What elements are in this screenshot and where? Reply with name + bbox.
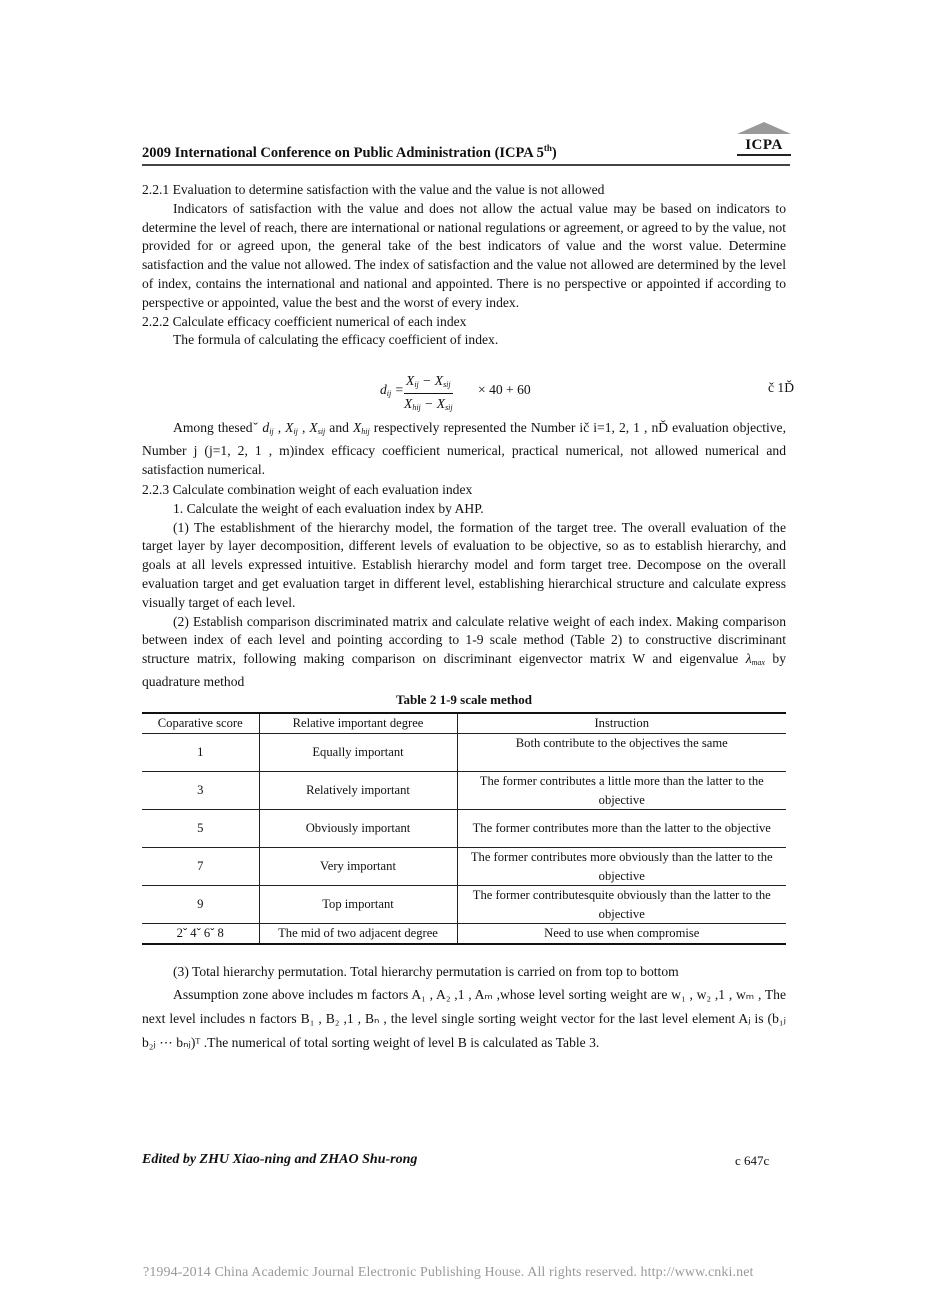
column-header: Instruction — [457, 713, 786, 734]
table-cell: 5 — [142, 810, 259, 848]
formula-1: $d_{ij}$ = $X_{ij} - X_{sij}$ $X_{hij} - X_{sij}$ × 40 + 60 — [380, 373, 531, 412]
table-cell: The former contributes a little more than the latter to the objective — [457, 772, 786, 810]
section-2-2-3: 2.2.3 Calculate combination weight of each evaluation index 1. Calculate the weight of each evaluation index by AHP. (1) The establishment of the hierarchy model, the formation of the target tree. The overall evaluation of the target layer by layer decomposition, different levels of evaluation to be objective, so as to establish hierarchy, and goals at all levels expressed intuitive. Establish hierarchy model and form target tree. Decompose on the overall evaluation target and get evaluation target in different level, establishing hierarchical structure and calculate express visually target of each level. (2) Establish comparison discriminated matrix and calculate relative weight of each index. Making comparison between index of each level and pointing according to 1-9 scale method (Table 2) to constructive discriminant structure matrix, following making comparison on discriminant eigenvector matrix W and eigenvalue $\lambda_{max}$ by quadrature method — [142, 482, 786, 689]
paragraph: The formula of calculating the efficacy coefficient of index. — [173, 332, 499, 348]
table-cell: 2ˇ 4ˇ 6ˇ 8 — [142, 924, 259, 944]
table-cell: Both contribute to the objectives the same — [457, 734, 786, 772]
section-heading: 2.2.1 Evaluation to determine satisfaction with the value and the value is not allowed — [142, 182, 605, 197]
section-heading: 2.2.3 Calculate combination weight of each evaluation index — [142, 482, 473, 497]
table-cell: Very important — [259, 848, 457, 886]
table-row — [142, 886, 786, 924]
section-total-hierarchy: (3) Total hierarchy permutation. Total hierarchy permutation is carried on from top to bottom Assumption zone above includes m factors A₁ , A₂ ,1 , Aₘ ,whose level sorting weight are w₁ , w₂ ,1 , wₘ , The next level includes n factors B₁ , B₂ ,1 , Bₙ , the level single sorting weight vector for the last level element Aⱼ is (b₁ⱼ b₂ⱼ ⋯ bₙⱼ)ᵀ .The numerical of total sorting weight of level B is calculated as Table 3. — [142, 964, 786, 1050]
equation-number: č 1Ď — [768, 380, 795, 395]
table-cell: 9 — [142, 886, 259, 924]
table-row — [142, 734, 786, 772]
table-cell: Obviously important — [259, 810, 457, 848]
column-header: Coparative score — [142, 713, 259, 734]
section-heading: 2.2.2 Calculate efficacy coefficient numerical of each index — [142, 313, 467, 329]
running-header: 2009 International Conference on Public Administration (ICPA 5th) — [142, 143, 557, 161]
table-cell: Equally important — [259, 734, 457, 772]
table-cell: Need to use when compromise — [457, 924, 786, 944]
table-cell: Relatively important — [259, 772, 457, 810]
table-row — [142, 772, 786, 810]
footer-editors: Edited by ZHU Xiao-ning and ZHAO Shu-rong — [142, 1152, 418, 1167]
paragraph: Indicators of satisfaction with the value and does not allow the actual value may be based on indicators to determine the level of reach, there are international or national regulations or agreement, or agreed to by the value, not provided for or agreed upon, the general take of the best indicators of value and the worst value. Determine satisfaction and the value not allowed. The index of satisfaction and the value not allowed are determined by the level of index, contains the international and national and appointed. There is no perspective or appointed if according to perspective or appointed, value the best and the worst of every index. — [142, 200, 786, 310]
table-cell: Top important — [259, 886, 457, 924]
page-number: c 647c — [735, 1153, 770, 1168]
table-row — [142, 810, 786, 848]
scale-table — [142, 712, 786, 945]
table-cell: The former contributes more obviously than the latter to the objective — [457, 848, 786, 886]
table-cell: 1 — [142, 734, 259, 772]
among-paragraph: Among thesedˇ $d_{ij}$ , $X_{ij}$ , $X_{sij}$ and $X_{hij}$ respectively represented the Number ič i=1, 2, 1 , nĎ evaluation objective, Number j (j=1, 2, 1 , m)index efficacy coefficient numerical, practical numerical, not allowed numerical and satisfaction numerical. — [142, 420, 786, 477]
table-row — [142, 924, 786, 944]
table-cell: 7 — [142, 848, 259, 886]
table-cell: The former contributes more than the latter to the objective — [457, 810, 786, 848]
table-cell: The mid of two adjacent degree — [259, 924, 457, 944]
table-caption: Table 2 1-9 scale method — [395, 692, 533, 707]
header-rule — [142, 164, 790, 166]
table-cell: The former contributesquite obviously than the latter to the objective — [457, 886, 786, 924]
icpa-logo: ICPA — [737, 122, 791, 158]
section-2-2-1 — [142, 181, 786, 350]
column-header: Relative important degree — [259, 713, 457, 734]
table-row — [142, 848, 786, 886]
table-cell: 3 — [142, 772, 259, 810]
copyright-notice: ?1994-2014 China Academic Journal Electronic Publishing House. All rights reserved. http://www.cnki.net — [143, 1265, 754, 1280]
